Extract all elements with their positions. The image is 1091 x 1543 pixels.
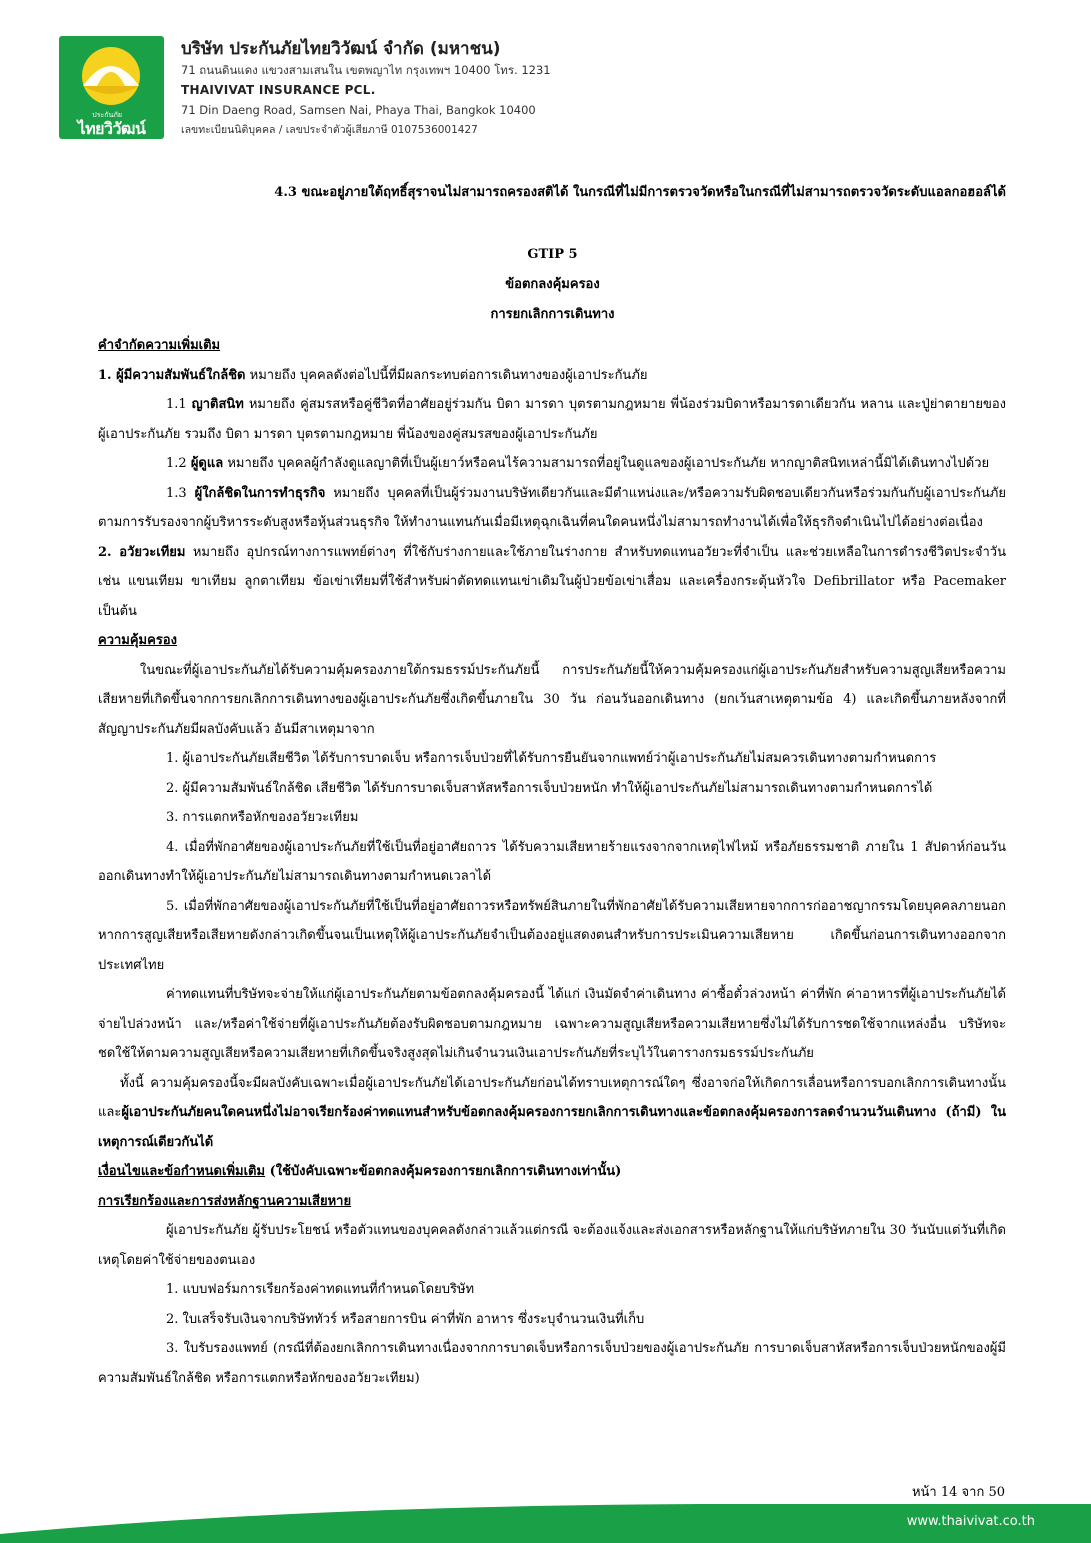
company-logo bbox=[59, 36, 164, 139]
definition-1-2-term: ผู้ดูแล bbox=[190, 456, 224, 471]
claims-item-2: 2. ใบเสร็จรับเงินจากบริษัททัวร์ หรือสายการบิน ค่าที่พัก อาหาร ซึ่งระบุจำนวนเงินที่เก็บ bbox=[166, 1311, 645, 1327]
definition-1-1-text: หมายถึง คู่สมรสหรือคู่ชีวิตที่อาศัยอยู่ร่วมกัน บิดา มารดา บุตรตามกฎหมาย พี่น้องร่วมบิดาหรือมารดาเดียวกัน หลาน และปู่ย่าตายายของผู้เอาประกันภัย รวมถึง บิดา มารดา บุตรตามกฎหมาย พี่น้องของคู่สมรสของผู้เอาประกันภัย bbox=[98, 397, 1007, 442]
definition-2 bbox=[98, 538, 1006, 627]
definition-1-3-num: 1.3 bbox=[166, 485, 195, 501]
coverage-item-3: 3. การแตกหรือหักของอวัยวะเทียม bbox=[166, 810, 359, 825]
page-number: หน้า 14 จาก 50 bbox=[911, 1485, 1005, 1500]
definition-1-3-term: ผู้ใกล้ชิดในการทำธุรกิจ bbox=[194, 485, 326, 501]
company-name-en: THAIVIVAT INSURANCE PCL. bbox=[181, 83, 376, 97]
coverage-item-4: 4. เมื่อที่พักอาศัยของผู้เอาประกันภัยที่ใช้เป็นที่อยู่อาศัยถาวร ได้รับความเสียหายร้ายแรงจากจากเหตุไฟไหม้ หรือภัยธรรมชาติ ภายใน 1 สัปดาห์ก่อนวันออกเดินทางทำให้ผู้เอาประกันภัยไม่สามารถเดินทางตามกำหนดเวลาได้ bbox=[98, 839, 1006, 884]
claims-item-1: 1. แบบฟอร์มการเรียกร้องค่าทดแทนที่กำหนดโดยบริษัท bbox=[166, 1282, 475, 1297]
coverage-item-5: 5. เมื่อที่พักอาศัยของผู้เอาประกันภัยที่ใช้เป็นที่อยู่อาศัยถาวรหรือทรัพย์สินภายในที่พักอาศัยได้รับความเสียหายจากการก่ออาชญากรรมโดยบุคคลภายนอก หากการสูญเสียหรือเสียหายดังกล่าวเกิดขึ้นจนเป็นเหตุให้ผู้เอาประกันภัยจำเป็นต้องอยู่แสดงตนสำหรับการประเมินความเสียหาย เกิดขึ้นก่อนการเดินทางออกจากประเทศไทย bbox=[98, 898, 1006, 973]
definition-1-2 bbox=[98, 449, 1006, 479]
coverage-heading: ความคุ้มครอง bbox=[98, 633, 177, 648]
document-titles bbox=[60, 240, 1045, 330]
coverage-name: การยกเลิกการเดินทาง bbox=[490, 307, 615, 322]
definition-2-term: 2. อวัยวะเทียม bbox=[98, 544, 186, 560]
definition-1-3-text: หมายถึง บุคคลที่เป็นผู้ร่วมงานบริษัทเดียวกันและมีตำแหน่งและ/หรือความรับผิดชอบเดียวกันหรือร่วมกันกับผู้เอาประกันภัยตามการรับรองจากผู้บริหารระดับสูงหรือหุ้นส่วนธุรกิจ ให้ทำงานแทนกันเมื่อมีเหตุฉุกเฉินที่คนใดคนหนึ่งไม่สามารถทำงานได้เพื่อให้ธุรกิจดำเนินไปได้อย่างต่อเนื่อง bbox=[98, 485, 1006, 530]
coverage-item-2: 2. ผู้มีความสัมพันธ์ใกล้ชิด เสียชีวิต ได้รับการบาดเจ็บสาหัสหรือการเจ็บป่วยหนัก ทำให้ผู้เอาประกันภัยไม่สามารถเดินทางตามกำหนดการได้ bbox=[166, 780, 933, 796]
company-address-en: 71 Din Daeng Road, Samsen Nai, Phaya Thai, Bangkok 10400 bbox=[181, 103, 536, 117]
logo-text: ไทยวิวัฒน์ bbox=[77, 119, 146, 138]
company-address-th: 71 ถนนดินแดง แขวงสามเสนใน เขตพญาไท กรุงเทพฯ 10400 โทร. 1231 bbox=[181, 63, 551, 77]
coverage-intro: ในขณะที่ผู้เอาประกันภัยได้รับความคุ้มครองภายใต้กรมธรรม์ประกันภัยนี้ การประกันภัยนี้ให้ความคุ้มครองแก่ผู้เอาประกันภัยสำหรับความสูญเสียหรือความเสียหายที่เกิดขึ้นจากการยกเลิกการเดินทางของผู้เอาประกันภัยซึ่งเกิดขึ้นภายใน 30 วัน ก่อนวันออกเดินทาง (ยกเว้นสาเหตุตามข้อ 4) และเกิดขึ้นภายหลังจากที่สัญญาประกันภัยมีผลบังคับแล้ว อันมีสาเหตุมาจาก bbox=[98, 662, 1006, 737]
definition-1-2-text: หมายถึง บุคคลผู้กำลังดูแลญาติที่เป็นผู้เยาว์หรือคนไร้ความสามารถที่อยู่ในดูแลของผู้เอาประกันภัย หากญาติสนิทเหล่านี้มิได้เดินทางไปด้วย bbox=[223, 456, 990, 471]
agreement-title: ข้อตกลงคุ้มครอง bbox=[505, 277, 600, 292]
definition-1-3 bbox=[98, 479, 1006, 538]
coverage-compensation: ค่าทดแทนที่บริษัทจะจ่ายให้แก่ผู้เอาประกันภัยตามข้อตกลงคุ้มครองนี้ ได้แก่ เงินมัดจำค่าเดินทาง ค่าซื้อตั๋วล่วงหน้า ค่าที่พัก ค่าอาหารที่ผู้เอาประกันภัยได้จ่ายไปล่วงหน้า และ/หรือค่าใช้จ่ายที่ผู้เอาประกันภัยต้องรับผิดชอบตามกฎหมาย เฉพาะความสูญเสียหรือความเสียหายซึ่งไม่ได้รับการชดใช้จากแหล่งอื่น บริษัทจะชดใช้ให้ตามความสูญเสียหรือความเสียหายที่เกิดขึ้นจริงสูงสุดไม่เกินจำนวนเงินเอาประกันภัยที่ระบุไว้ในตารางกรมธรรม์ประกันภัย bbox=[98, 987, 1006, 1061]
definition-1 bbox=[98, 361, 1006, 391]
coverage-condition-text: ทั้งนี้ ความคุ้มครองนี้จะมีผลบังคับเฉพาะเมื่อผู้เอาประกันภัยได้เอาประกันภัยก่อนได้ทราบเหตุการณ์ใดๆ ซึ่งอาจก่อให้เกิดการเลื่อนหรือการบอกเลิกการเดินทางนั้นและ bbox=[98, 1075, 1006, 1120]
claims-intro: ผู้เอาประกันภัย ผู้รับประโยชน์ หรือตัวแทนของบุคคลดังกล่าวแล้วแต่กรณี จะต้องแจ้งและส่งเอกสารหรือหลักฐานให้แก่บริษัทภายใน 30 วันนับแต่วันที่เกิดเหตุโดยค่าใช้จ่ายของตนเอง bbox=[98, 1223, 1006, 1268]
definition-1-1-term: ญาติสนิท bbox=[191, 397, 244, 412]
company-name-th: บริษัท ประกันภัยไทยวิวัฒน์ จำกัด (มหาชน) bbox=[181, 39, 501, 59]
additional-conditions-note: (ใช้บังคับเฉพาะข้อตกลงคุ้มครองการยกเลิกการเดินทางเท่านั้น) bbox=[265, 1164, 622, 1179]
gtip-code: GTIP 5 bbox=[527, 247, 578, 262]
additional-conditions-heading bbox=[98, 1157, 1006, 1187]
additional-conditions-title: เงื่อนไขและข้อกำหนดเพิ่มเติม bbox=[98, 1164, 266, 1179]
definitions-heading: คำจำกัดความเพิ่มเติม bbox=[98, 338, 221, 353]
coverage-condition-bold: ผู้เอาประกันภัยคนใดคนหนึ่งไม่อาจเรียกร้องค่าทดแทนสำหรับข้อตกลงคุ้มครองการยกเลิกการเดินทางและข้อตกลงคุ้มครองการลดจำนวนวันเดินทาง (ถ้ามี) ในเหตุการณ์เดียวกันได้ bbox=[98, 1105, 1006, 1150]
definition-2-text: หมายถึง อุปกรณ์ทางการแพทย์ต่างๆ ที่ใช้กับร่างกายและใช้ภายในร่างกาย สำหรับทดแทนอวัยวะที่จำเป็น และช่วยเหลือในการดำรงชีวิตประจำวัน เช่น แขนเทียม ขาเทียม ลูกตาเทียม ข้อเข่าเทียมที่ใช้สำหรับผ่าตัดทดแทนเข่าเดิมในผู้ป่วยข้อเข่าเสื่อม และเครื่องกระตุ้นหัวใจ Defibrillator หรือ Pacemaker เป็นต้น bbox=[98, 544, 1006, 619]
company-registration: เลขทะเบียนนิติบุคคล / เลขประจำตัวผู้เสียภาษี 0107536001427 bbox=[181, 124, 478, 136]
document-body bbox=[98, 331, 1006, 1393]
definition-1-text: หมายถึง บุคคลดังต่อไปนี้ที่มีผลกระทบต่อการเดินทางของผู้เอาประกันภัย bbox=[245, 367, 648, 383]
logo-small-text: ประกันภัย bbox=[92, 111, 122, 119]
definition-1-2-num: 1.2 bbox=[166, 456, 191, 471]
coverage-item-1: 1. ผู้เอาประกันภัยเสียชีวิต ได้รับการบาดเจ็บ หรือการเจ็บป่วยที่ได้รับการยืนยันจากแพทย์ว่าผู้เอาประกันภัยไม่สมควรเดินทางตามกำหนดการ bbox=[166, 751, 937, 766]
definition-1-term: 1. ผู้มีความสัมพันธ์ใกล้ชิด bbox=[98, 367, 246, 383]
coverage-condition bbox=[98, 1069, 1006, 1158]
definition-1-1-num: 1.1 bbox=[166, 397, 192, 412]
company-info bbox=[181, 38, 551, 140]
website-link[interactable]: www.thaivivat.co.th bbox=[906, 1514, 1035, 1529]
definition-1-1 bbox=[98, 390, 1006, 449]
claims-item-3: 3. ใบรับรองแพทย์ (กรณีที่ต้องยกเลิกการเดินทางเนื่องจากการบาดเจ็บหรือการเจ็บป่วยของผู้เอาประกันภัย การบาดเจ็บสาหัสหรือการเจ็บป่วยหนักของผู้มีความสัมพันธ์ใกล้ชิด หรือการแตกหรือหักของอวัยวะเทียม) bbox=[98, 1341, 1006, 1386]
claims-heading: การเรียกร้องและการส่งหลักฐานความเสียหาย bbox=[98, 1193, 352, 1209]
section-heading: 4.3 ขณะอยู่ภายใต้ฤทธิ์สุราจนไม่สามารถครองสติได้ ในกรณีที่ไม่มีการตรวจวัดหรือในกรณีที่ไม่สามารถตรวจวัดระดับแอลกอฮอล์ได้ bbox=[274, 185, 1006, 200]
